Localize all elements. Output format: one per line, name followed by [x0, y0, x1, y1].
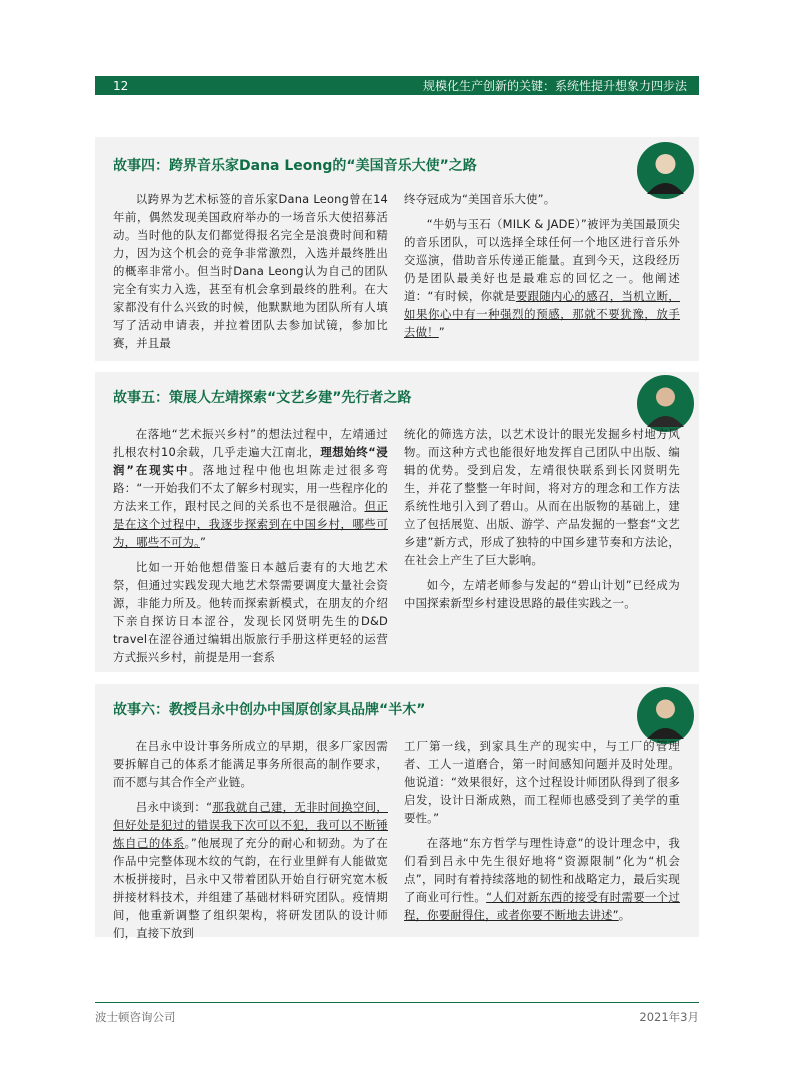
story-six-panel: [95, 684, 699, 940]
story-five-paragraph: 在落地“艺术振兴乡村”的想法过程中，左靖通过扎根农村10余载，几乎走遍大江南北，理想始终“浸润”在现实中。落地过程中他也坦陈走过很多弯路：“一开始我们不太了解乡村现实，用一些程序化的方法来工作，跟村民之间的关系也不是很融洽。但正是在这个过程中，我逐步探索到在中国乡村，哪些可为，哪些不可为。”: [113, 427, 389, 549]
header-title: 规模化生产创新的关键：系统性提升想象力四步法: [422, 79, 687, 93]
footer-company: 波士顿咨询公司: [95, 1010, 176, 1024]
story-five-paragraph: 比如一开始他想借鉴日本越后妻有的大地艺术祭，但通过实践发现大地艺术祭需要调度大量社会资源，非能力所及。他转而探索新模式，在朋友的介绍下亲自探访日本涩谷，发现长冈贤明先生的D&D travel在涩谷通过编辑出版旅行手册这样更轻的运营方式振兴乡村，前提是用一套系: [113, 560, 388, 664]
story-five-panel: [95, 372, 699, 672]
story-six-left-column: [113, 737, 388, 949]
story-five-title: 故事五：策展人左靖探索“文艺乡建”先行者之路: [113, 390, 412, 406]
story-six-quote: “人们对新东西的接受有时需要一个过程，你要耐得住，或者你要不断地去讲述”: [404, 890, 680, 922]
story-five-highlight: 理想始终“浸润”在现实中: [113, 445, 388, 477]
story-five-left-column: [113, 425, 388, 673]
story-four-paragraph: “牛奶与玉石（MILK & JADE）”被评为美国最顶尖的音乐团队，可以选择全球任何一个地区进行音乐外交巡演，借助音乐传递正能量。直到今天，这段经历仍是团队最美好也是最难忘的回忆之一。他阐述道：“有时候，你就是要跟随内心的感召，当机立断，如果你心中有一种强烈的预感，那就不要犹豫，放手去做！”: [404, 217, 680, 339]
page-header: [95, 76, 699, 95]
story-six-paragraph: 在落地“东方哲学与理性诗意”的设计理念中，我们看到吕永中先生很好地将“资源限制”化为“机会点”，同时有着持续落地的韧性和战略定力，最后实现了商业可行性。“人们对新东西的接受有时需要一个过程，你要耐得住，或者你要不断地去讲述”。: [404, 836, 680, 922]
story-four-panel: [95, 137, 699, 361]
story-six-quote: 那我就自己建，无非时间换空间，但好处是犯过的错误我下次可以不犯，我可以不断锤炼自己的体系: [113, 800, 388, 850]
page-number: 12: [113, 78, 129, 93]
person-portrait-icon: [637, 375, 694, 432]
story-six-paragraph: 在吕永中设计事务所成立的早期，很多厂家因需要拆解自己的体系才能满足事务所很高的制作要求，而不愿与其合作全产业链。: [113, 739, 388, 789]
story-four-paragraph: 终夺冠成为“美国音乐大使”。: [404, 192, 556, 206]
story-six-paragraph: 吕永中谈到：“那我就自己建，无非时间换空间，但好处是犯过的错误我下次可以不犯，我可以不断锤炼自己的体系。”他展现了充分的耐心和韧劲。为了在作品中完整体现木纹的气韵，在行业里鲜有人能做宽木板拼接时，吕永中又带着团队开始自行研究宽木板拼接材料技术，并组建了基础材料研究团队。疫情期间，他重新调整了组织架构，将研发团队的设计师们，直接下放到: [113, 800, 388, 940]
story-five-quote: 但正是在这个过程中，我逐步探索到在中国乡村，哪些可为，哪些不可为。: [113, 499, 389, 549]
story-six-right-column: [404, 737, 680, 931]
story-five-paragraph: 如今，左靖老师参与发起的“碧山计划”已经成为中国探索新型乡村建设思路的最佳实践之一。: [404, 578, 680, 610]
story-five-right-column: [404, 425, 680, 619]
story-five-paragraph: 统化的筛选方法，以艺术设计的眼光发掘乡村地方风物。而这种方式也能很好地发挥自己团队中出版、编辑的优势。受到启发，左靖很快联系到长冈贤明先生，并花了整整一年时间，将对方的理念和工作方法系统性地引入到了碧山。从而在出版物的基础上，建立了包括展览、出版、游学、产品发掘的一整套“文艺乡建”新方式，形成了独特的中国乡建节奏和方法论，在社会上产生了巨大影响。: [404, 427, 680, 567]
story-four-left-column: [113, 190, 388, 359]
story-four-right-column: [404, 190, 680, 348]
person-portrait-icon: [637, 687, 694, 744]
footer-divider: [95, 1002, 699, 1003]
story-six-title: 故事六：教授吕永中创办中国原创家具品牌“半木”: [113, 702, 426, 718]
footer-date: 2021年3月: [639, 1010, 699, 1024]
story-four-title: 故事四：跨界音乐家Dana Leong的“美国音乐大使”之路: [113, 158, 477, 174]
story-four-quote: 要跟随内心的感召，当机立断，如果你心中有一种强烈的预感，那就不要犹豫，放手去做！: [404, 289, 680, 339]
story-six-paragraph: 工厂第一线，到家具生产的现实中，与工厂的管理者、工人一道磨合，第一时间感知问题并及时处理。他说道：“效果很好，这个过程设计师团队得到了很多启发，设计日渐成熟，而工程师也感受到了美学的重要性。”: [404, 739, 680, 825]
story-four-paragraph: 以跨界为艺术标签的音乐家Dana Leong曾在14年前，偶然发现美国政府举办的一场音乐大使招募活动。当时他的队友们都觉得报名完全是浪费时间和精力，因为这个机会的竞争非常激烈，入选并最终胜出的概率非常小。但当时Dana Leong认为自己的团队完全有实力入选，甚至有机会拿到最终的胜利。在大家都没有什么兴致的时候，他默默地为团队所有人填写了活动申请表，并拉着团队去参加试镜，参加比赛，并且最: [113, 192, 388, 350]
